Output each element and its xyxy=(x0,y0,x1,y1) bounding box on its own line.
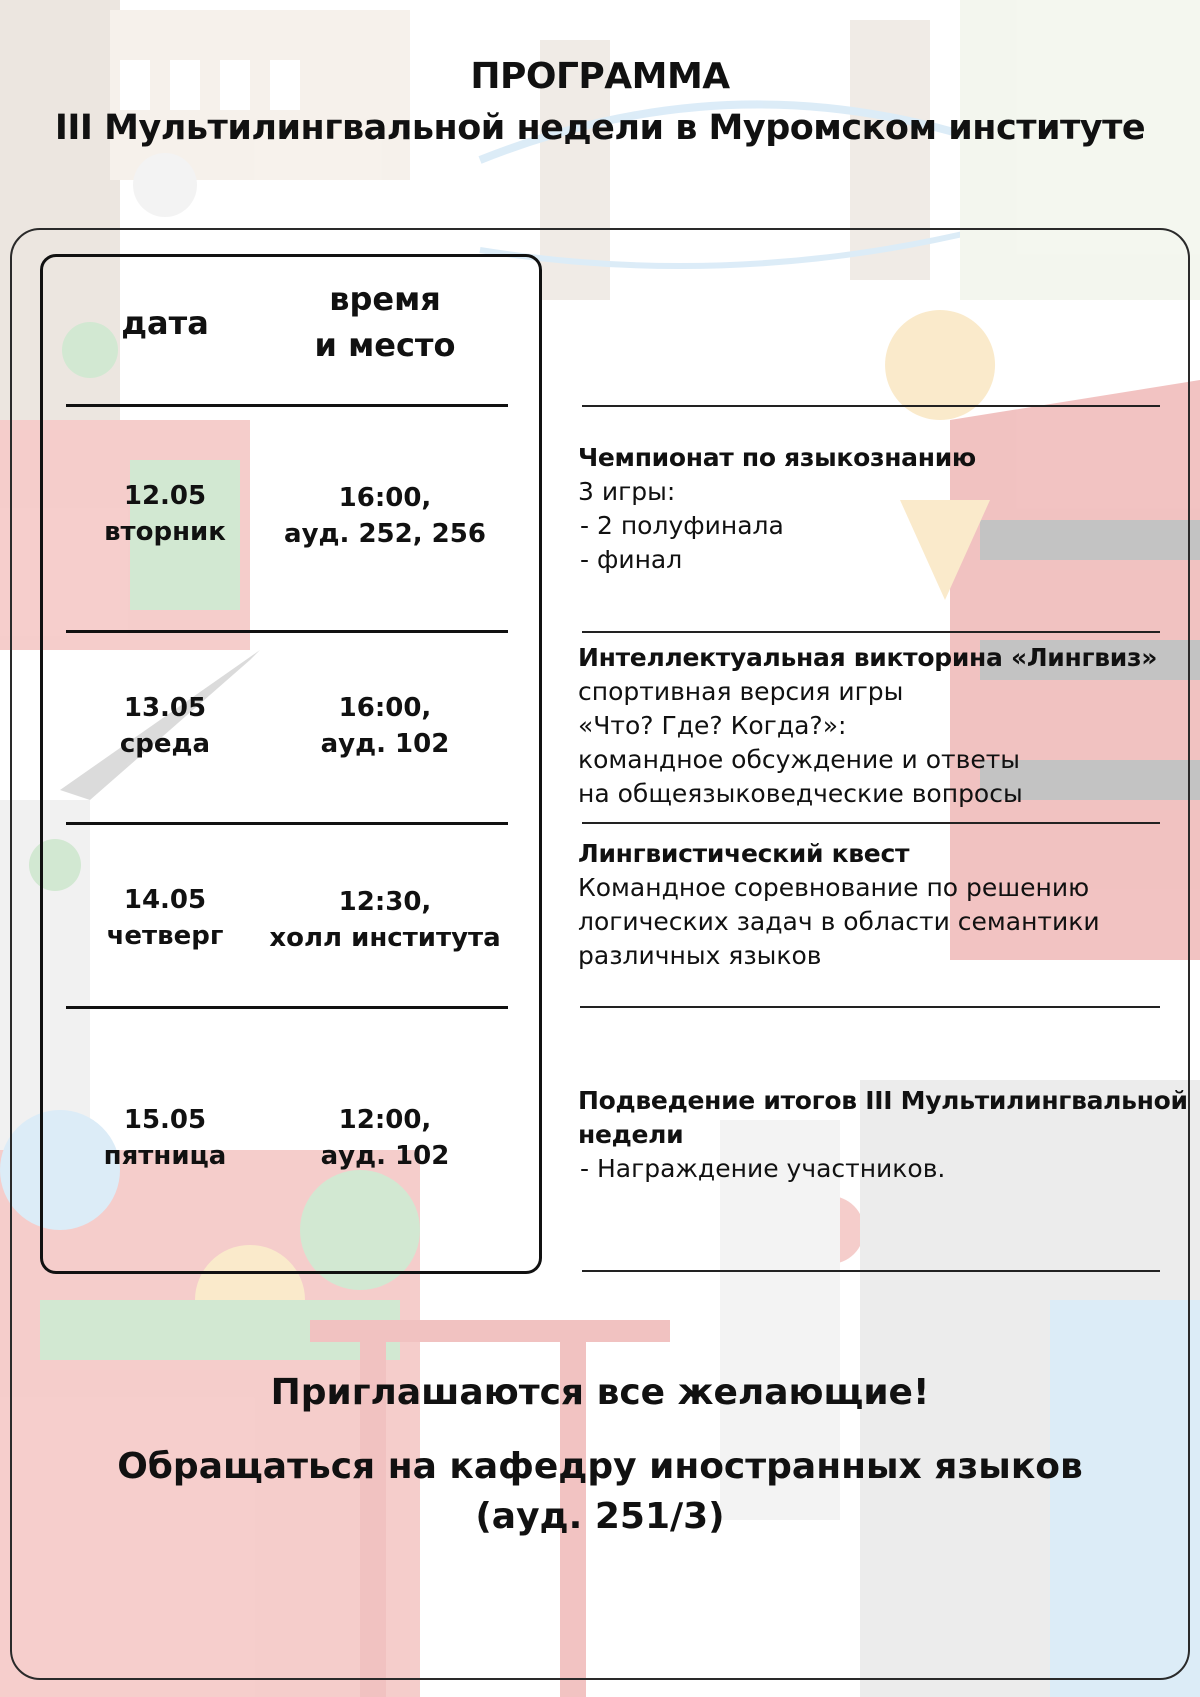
poster-subtitle: III Мультилингвальной недели в Муромском институте xyxy=(54,108,1146,148)
description-divider xyxy=(582,631,1160,633)
weekday-value: четверг xyxy=(106,921,224,951)
event-title: Чемпионат по языкознанию xyxy=(578,443,976,472)
place-value: ауд. 102 xyxy=(320,1141,450,1171)
table-divider xyxy=(66,630,508,633)
event-title: Подведение итогов III Мультилингвальной xyxy=(578,1086,1188,1115)
table-row-time-place xyxy=(270,1102,500,1174)
contact-text: Обращаться на кафедру иностранных языков xyxy=(117,1446,1083,1487)
date-value: 14.05 xyxy=(123,885,207,915)
event-description xyxy=(578,1084,1190,1186)
description-divider xyxy=(580,1006,1160,1008)
time-value: 16:00, xyxy=(338,693,432,723)
date-value: 13.05 xyxy=(123,693,207,723)
column-header-time: время xyxy=(329,280,441,318)
table-divider xyxy=(66,1006,508,1009)
event-line: Командное соревнование по решению xyxy=(578,873,1090,902)
table-row-date xyxy=(85,478,245,550)
table-divider xyxy=(66,822,508,825)
column-header-date: дата xyxy=(121,304,209,342)
poster-title: ПРОГРАММА xyxy=(470,56,730,97)
table-row-date xyxy=(85,1102,245,1174)
description-divider xyxy=(582,822,1160,824)
event-line: - 2 полуфинала xyxy=(580,511,784,540)
weekday-value: среда xyxy=(119,729,211,759)
time-value: 12:30, xyxy=(338,887,432,917)
time-value: 16:00, xyxy=(338,483,432,513)
table-row-time-place xyxy=(260,884,510,956)
table-row-time-place xyxy=(270,690,500,762)
weekday-value: вторник xyxy=(104,517,226,547)
event-description xyxy=(578,641,1190,811)
event-title: Лингвистический квест xyxy=(578,839,910,868)
table-row-date xyxy=(85,882,245,954)
event-line: логических задач в области семантики xyxy=(578,907,1100,936)
weekday-value: пятница xyxy=(103,1141,227,1171)
event-line: командное обсуждение и ответы xyxy=(578,745,1021,774)
date-value: 12.05 xyxy=(123,481,207,511)
event-description xyxy=(578,837,1190,973)
event-line: - Награждение участников. xyxy=(580,1154,946,1183)
event-line: на общеязыковедческие вопросы xyxy=(578,779,1023,808)
event-line: 3 игры: xyxy=(578,477,676,506)
time-value: 12:00, xyxy=(338,1105,432,1135)
contact-room: (ауд. 251/3) xyxy=(475,1496,725,1537)
date-value: 15.05 xyxy=(123,1105,207,1135)
event-line: - финал xyxy=(580,545,683,574)
place-value: ауд. 102 xyxy=(320,729,450,759)
column-header-place: и место xyxy=(314,326,456,364)
event-title-continued: недели xyxy=(578,1120,684,1149)
column-header-time-place xyxy=(260,276,510,368)
description-divider xyxy=(582,405,1160,407)
table-row-date xyxy=(85,690,245,762)
place-value: ауд. 252, 256 xyxy=(284,519,486,549)
place-value: холл института xyxy=(269,923,501,953)
table-row-time-place xyxy=(270,480,500,552)
event-description xyxy=(578,441,1190,577)
event-line: различных языков xyxy=(578,941,822,970)
event-line: «Что? Где? Когда?»: xyxy=(578,711,847,740)
table-divider xyxy=(66,404,508,407)
invitation-text: Приглашаются все желающие! xyxy=(270,1372,930,1413)
event-title: Интеллектуальная викторина «Лингвиз» xyxy=(578,643,1158,672)
event-line: спортивная версия игры xyxy=(578,677,904,706)
description-divider xyxy=(582,1270,1160,1272)
